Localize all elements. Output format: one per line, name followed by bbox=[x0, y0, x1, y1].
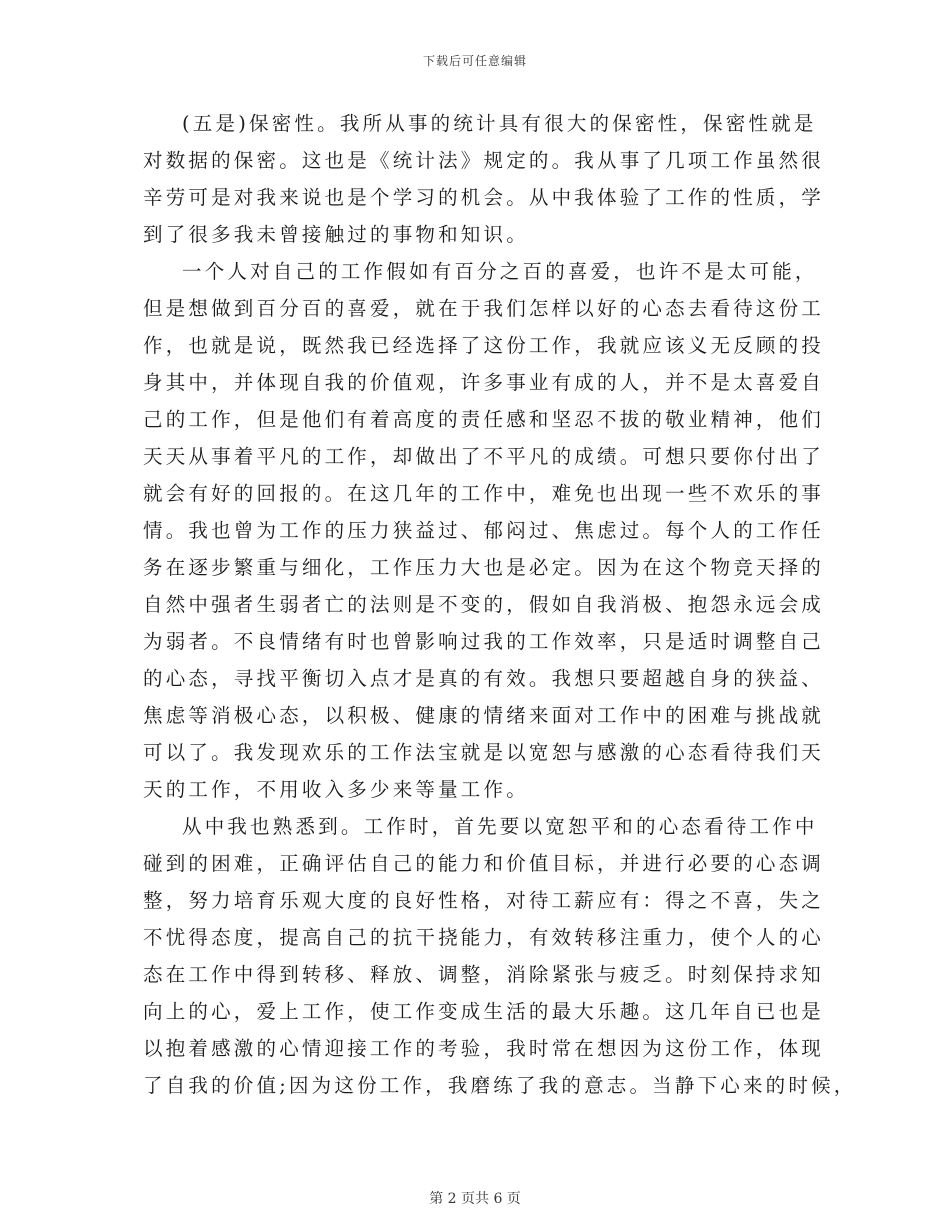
page-number: 第 2 页共 6 页 bbox=[429, 1191, 521, 1207]
text-line: 一个人对自己的工作假如有百分之百的喜爱，也许不是太可能， bbox=[182, 260, 818, 283]
page-header-note: 下载后可任意编辑 bbox=[422, 54, 527, 68]
document-body bbox=[143, 105, 857, 1104]
text-line: 态在工作中得到转移、释放、调整，消除紧张与疲乏。时刻保持求知 bbox=[143, 963, 825, 986]
text-line: 碰到的困难，正确评估自己的能力和价值目标，并进行必要的心态调 bbox=[143, 852, 825, 875]
text-line: 对数据的保密。这也是《统计法》规定的。我从事了几项工作虽然很 bbox=[143, 149, 825, 172]
text-line: 身其中，并体现自我的价值观，许多事业有成的人，并不是太喜爱自 bbox=[143, 371, 825, 394]
text-line: 己的工作，但是他们有着高度的责任感和坚忍不拔的敬业精神，他们 bbox=[143, 408, 825, 431]
text-line: 为弱者。不良情绪有时也曾影响过我的工作效率，只是适时调整自己 bbox=[143, 630, 825, 653]
text-line: 整，努力培育乐观大度的良好性格，对待工薪应有：得之不喜，失之 bbox=[143, 889, 825, 912]
text-line: 了自我的价值;因为这份工作，我磨练了我的意志。当静下心来的时候， bbox=[143, 1074, 857, 1097]
text-line: 作，也就是说，既然我已经选择了这份工作，我就应该义无反顾的投 bbox=[143, 334, 825, 357]
text-line: 务在逐步繁重与细化，工作压力大也是必定。因为在这个物竞天择的 bbox=[143, 556, 825, 579]
text-line: 焦虑等消极心态，以积极、健康的情绪来面对工作中的困难与挑战就 bbox=[143, 704, 825, 727]
text-line: (五是)保密性。我所从事的统计具有很大的保密性，保密性就是 bbox=[182, 112, 817, 135]
text-line: 到了很多我未曾接触过的事物和知识。 bbox=[143, 223, 529, 246]
paragraph-3 bbox=[143, 808, 857, 1104]
text-line: 的心态，寻找平衡切入点才是真的有效。我想只要超越自身的狭益、 bbox=[143, 667, 825, 690]
text-line: 但是想做到百分百的喜爱，就在于我们怎样以好的心态去看待这份工 bbox=[143, 297, 825, 320]
text-line: 自然中强者生弱者亡的法则是不变的，假如自我消极、抱怨永远会成 bbox=[143, 593, 825, 616]
text-line: 就会有好的回报的。在这几年的工作中，难免也出现一些不欢乐的事 bbox=[143, 482, 825, 505]
text-line: 可以了。我发现欢乐的工作法宝就是以宽恕与感激的心态看待我们天 bbox=[143, 741, 825, 764]
text-line: 天的工作，不用收入多少来等量工作。 bbox=[143, 778, 529, 801]
text-line: 向上的心，爱上工作，使工作变成生活的最大乐趣。这几年自已也是 bbox=[143, 1000, 825, 1023]
text-line: 以抱着感激的心情迎接工作的考验，我时常在想因为这份工作，体现 bbox=[143, 1037, 825, 1060]
text-line: 不忧得态度，提高自己的抗干挠能力，有效转移注重力，使个人的心 bbox=[143, 926, 825, 949]
text-line: 辛劳可是对我来说也是个学习的机会。从中我体验了工作的性质，学 bbox=[143, 186, 825, 209]
text-line: 情。我也曾为工作的压力狭益过、郁闷过、焦虑过。每个人的工作任 bbox=[143, 519, 825, 542]
text-line: 天天从事着平凡的工作，却做出了不平凡的成绩。可想只要你付出了 bbox=[143, 445, 825, 468]
paragraph-2 bbox=[143, 253, 825, 808]
text-line: 从中我也熟悉到。工作时，首先要以宽恕平和的心态看待工作中 bbox=[182, 815, 818, 838]
paragraph-1 bbox=[143, 105, 825, 253]
